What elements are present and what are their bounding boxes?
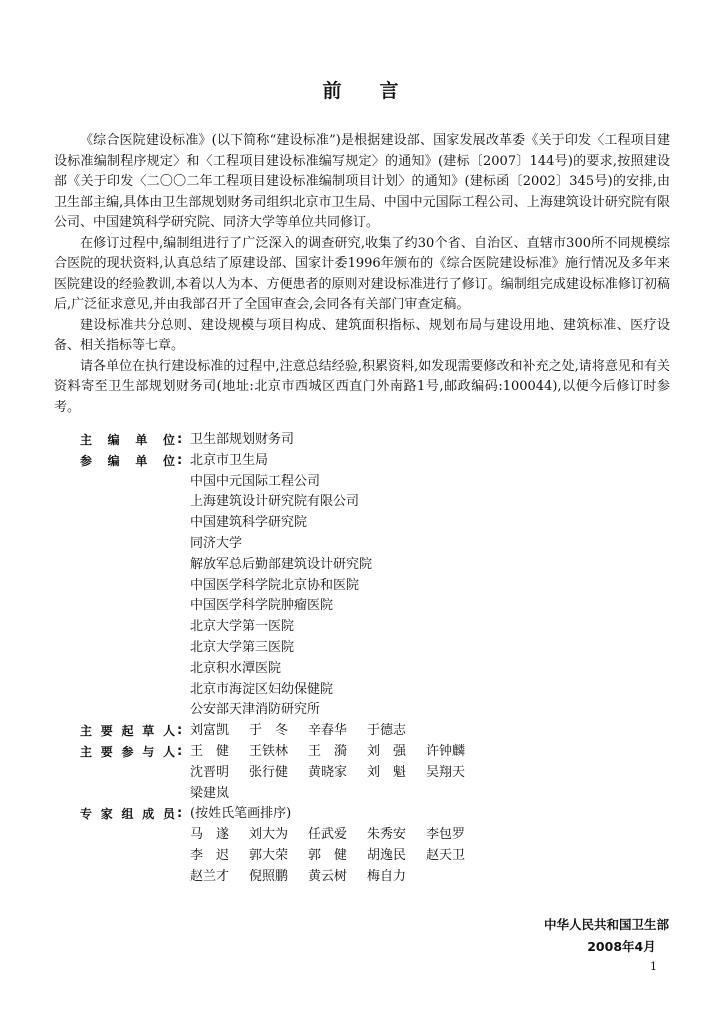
label-colon: : <box>177 743 183 759</box>
person-name: 辛春华 <box>308 723 348 739</box>
person-name: 梁建岚 <box>190 785 230 801</box>
unit-name: 北京市卫生局 <box>190 452 269 468</box>
paragraph-1: 《综合医院建设标准》(以下简称“建设标准”)是根据建设部、国家发展改革委《关于印发〈工程项目建设标准编制程序规定〉和〈工程项目建设标准编写规定〉的通知》(建标〔2007〕144号)的要求,按照建设部《关于印发〈二〇〇二年工程项目建设标准编制项目计划〉的通知》(建标函〔2002〕345号)的安排,由卫生部主编,具体由卫生部规划财务司组织北京市卫生局、中国中元国际工程公司、上海建筑设计研究院有限公司、中国建筑科学研究院、同济大学等单位共同修订。 <box>54 133 670 230</box>
person-name: 于德志 <box>367 723 407 739</box>
expert-group-row <box>80 804 680 887</box>
person-name: 倪照鹏 <box>249 868 289 884</box>
label-colon: : <box>177 452 183 468</box>
page-number: 1 <box>650 960 657 973</box>
chief-drafters-label: 主要起草人 <box>80 724 175 739</box>
person-name: 李包罗 <box>426 827 466 843</box>
unit-name: 同济大学 <box>190 535 243 551</box>
main-participants-row <box>80 742 680 804</box>
person-name: 许钟麟 <box>426 743 466 759</box>
paragraph-4: 请各单位在执行建设标准的过程中,注意总结经验,积累资料,如发现需要修改和补充之处,请将意见和有关资料寄至卫生部规划财务司(地址:北京市西城区西直门外南路1号,邮政编码:100044),以便今后修订时参考。 <box>54 358 670 415</box>
signing-date: 2008年4月 <box>587 939 656 954</box>
unit-name: 北京大学第三医院 <box>190 639 295 655</box>
person-name: 刘 强 <box>367 743 407 759</box>
person-name: 任武爱 <box>308 827 348 843</box>
chief-unit-row <box>80 430 680 451</box>
unit-name: 北京积水潭医院 <box>190 660 282 676</box>
unit-name: 卫生部规划财务司 <box>190 432 295 447</box>
chief-drafters-values <box>190 721 680 742</box>
unit-name: 中国建筑科学研究院 <box>190 515 308 531</box>
signing-organization: 中华人民共和国卫生部 <box>543 917 669 932</box>
name-grid <box>190 825 490 887</box>
paragraph-3: 建设标准共分总则、建设规模与项目构成、建筑面积指标、规划布局与建设用地、建筑标准、医疗设备、相关指标等七章。 <box>54 317 670 353</box>
person-name: 赵兰才 <box>190 868 230 884</box>
unit-name: 北京市海淀区妇幼保健院 <box>190 681 334 697</box>
person-name: 郭 健 <box>308 847 348 863</box>
participating-units-row <box>80 451 680 721</box>
label-colon: : <box>177 723 183 739</box>
participating-units-label: 参编单位 <box>80 453 175 468</box>
label-colon: : <box>177 432 183 447</box>
person-name: 朱秀安 <box>367 827 407 843</box>
sort-note: (按姓氏笔画排序) <box>190 806 292 822</box>
person-name: 郭大荣 <box>249 847 289 863</box>
person-name: 王 漪 <box>308 743 348 759</box>
person-name: 王 健 <box>190 743 230 759</box>
label-colon: : <box>177 806 183 822</box>
name-grid <box>190 721 490 742</box>
signature-block <box>544 914 669 958</box>
person-name: 马 遂 <box>190 827 230 843</box>
unit-name: 中国医学科学院北京协和医院 <box>190 577 360 593</box>
unit-name: 上海建筑设计研究院有限公司 <box>190 494 360 510</box>
unit-name: 解放军总后勤部建筑设计研究院 <box>190 556 373 572</box>
participating-units-values <box>190 451 680 721</box>
person-name: 吴翔天 <box>426 764 466 780</box>
person-name: 刘 魁 <box>367 764 407 780</box>
unit-name: 中国医学科学院肿瘤医院 <box>190 598 334 614</box>
main-participants-values <box>190 742 680 804</box>
person-name: 刘富凯 <box>190 723 230 739</box>
main-participants-label: 主要参与人 <box>80 744 175 759</box>
person-name: 胡逸民 <box>367 847 407 863</box>
unit-name: 公安部天津消防研究所 <box>190 702 321 718</box>
name-grid <box>190 742 490 804</box>
preface-body <box>54 131 670 418</box>
chief-drafters-row <box>80 721 680 742</box>
person-name: 赵天卫 <box>426 847 466 863</box>
person-name: 于 冬 <box>249 723 289 739</box>
person-name: 黄晓家 <box>308 764 348 780</box>
unit-name: 中国中元国际工程公司 <box>190 473 321 489</box>
credits-section <box>80 430 680 888</box>
person-name: 李 迟 <box>190 847 230 863</box>
unit-name: 北京大学第一医院 <box>190 619 295 635</box>
page-title: 前言 <box>322 80 437 102</box>
person-name: 梅自力 <box>367 868 407 884</box>
person-name: 刘大为 <box>249 827 289 843</box>
person-name: 王铁林 <box>249 743 289 759</box>
chief-unit-label: 主编单位 <box>80 433 175 447</box>
expert-group-label: 专家组成员 <box>80 807 175 822</box>
person-name: 沈晋明 <box>190 764 230 780</box>
chief-unit-values <box>190 430 680 451</box>
person-name: 黄云树 <box>308 868 348 884</box>
paragraph-2: 在修订过程中,编制组进行了广泛深入的调查研究,收集了约30个省、自治区、直辖市300所不同规模综合医院的现状资料,认真总结了原建设部、国家计委1996年颁布的《综合医院建设标准》施行情况及多年来医院建设的经验教训,本着以人为本、方便患者的原则对建设标准进行了修订。编制组完成建设标准修订初稿后,广泛征求意见,并由我部召开了全国审查会,会同各有关部门审查定稿。 <box>54 235 670 312</box>
expert-group-values <box>190 804 680 887</box>
person-name: 张行健 <box>249 764 289 780</box>
